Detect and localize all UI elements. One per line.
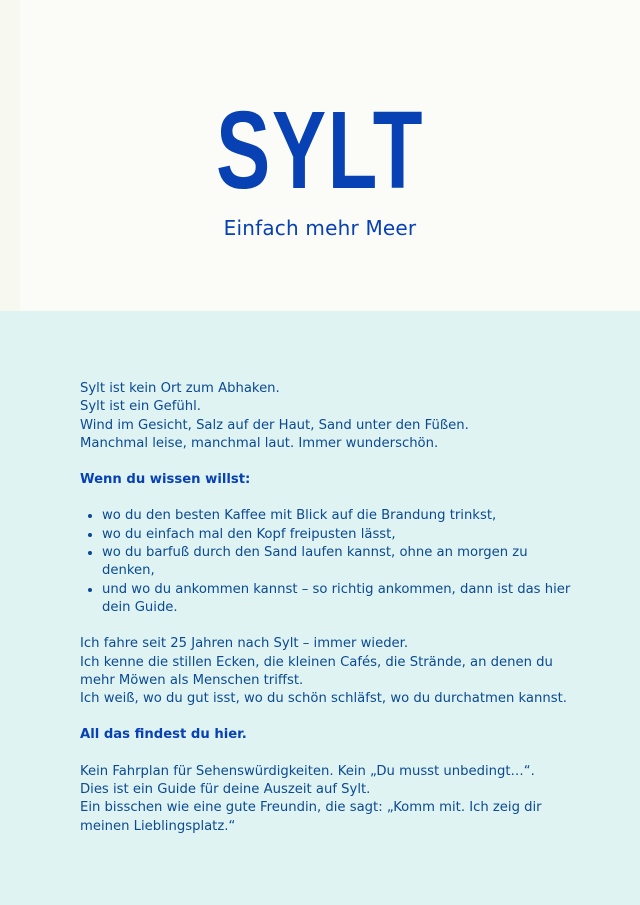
intro-line: Sylt ist ein Gefühl. (80, 399, 201, 415)
about-line: Ich fahre seit 25 Jahren nach Sylt – immer wieder. (80, 636, 409, 652)
body-text (80, 380, 580, 854)
findest-heading: All das findest du hier. (80, 727, 247, 743)
closing-line: Ein bisschen wie eine gute Freundin, die sagt: „Komm mit. Ich zeig dir meinen Lieblingsplatz.“ (80, 800, 542, 834)
closing-line: Dies ist ein Guide für deine Auszeit auf Sylt. (80, 782, 371, 798)
bullet-item: • wo du barfuß durch den Sand laufen kannst, ohne an morgen zu denken, (102, 544, 580, 581)
intro-line: Wind im Gesicht, Salz auf der Haut, Sand unter den Füßen. (80, 417, 469, 433)
about-paragraph (80, 635, 580, 708)
header-banner (0, 0, 640, 311)
content-section (0, 311, 640, 905)
about-line: Ich weiß, wo du gut isst, wo du schön schläfst, wo du durchatmen kannst. (80, 691, 567, 707)
about-line: Ich kenne die stillen Ecken, die kleinen Cafés, die Strände, an denen du mehr Möwen als Menschen triffst. (80, 654, 553, 688)
page-title: SYLT (216, 89, 424, 212)
intro-paragraph (80, 380, 580, 453)
intro-line: Manchmal leise, manchmal laut. Immer wunderschön. (80, 435, 439, 451)
closing-line: Kein Fahrplan für Sehenswürdigkeiten. Kein „Du musst unbedingt…“. (80, 763, 535, 779)
wissen-heading: Wenn du wissen willst: (80, 472, 251, 488)
closing-paragraph (80, 763, 580, 836)
bullet-item: • wo du einfach mal den Kopf freipusten lässt, (102, 526, 580, 544)
bullet-item: • wo du den besten Kaffee mit Blick auf die Brandung trinkst, (102, 507, 580, 525)
bullet-item: • und wo du ankommen kannst – so richtig ankommen, dann ist das hier dein Guide. (102, 581, 580, 618)
intro-line: Sylt ist kein Ort zum Abhaken. (80, 381, 280, 396)
bullet-list (80, 507, 580, 617)
page-subtitle: Einfach mehr Meer (223, 216, 417, 240)
header-left-strip (0, 0, 20, 311)
